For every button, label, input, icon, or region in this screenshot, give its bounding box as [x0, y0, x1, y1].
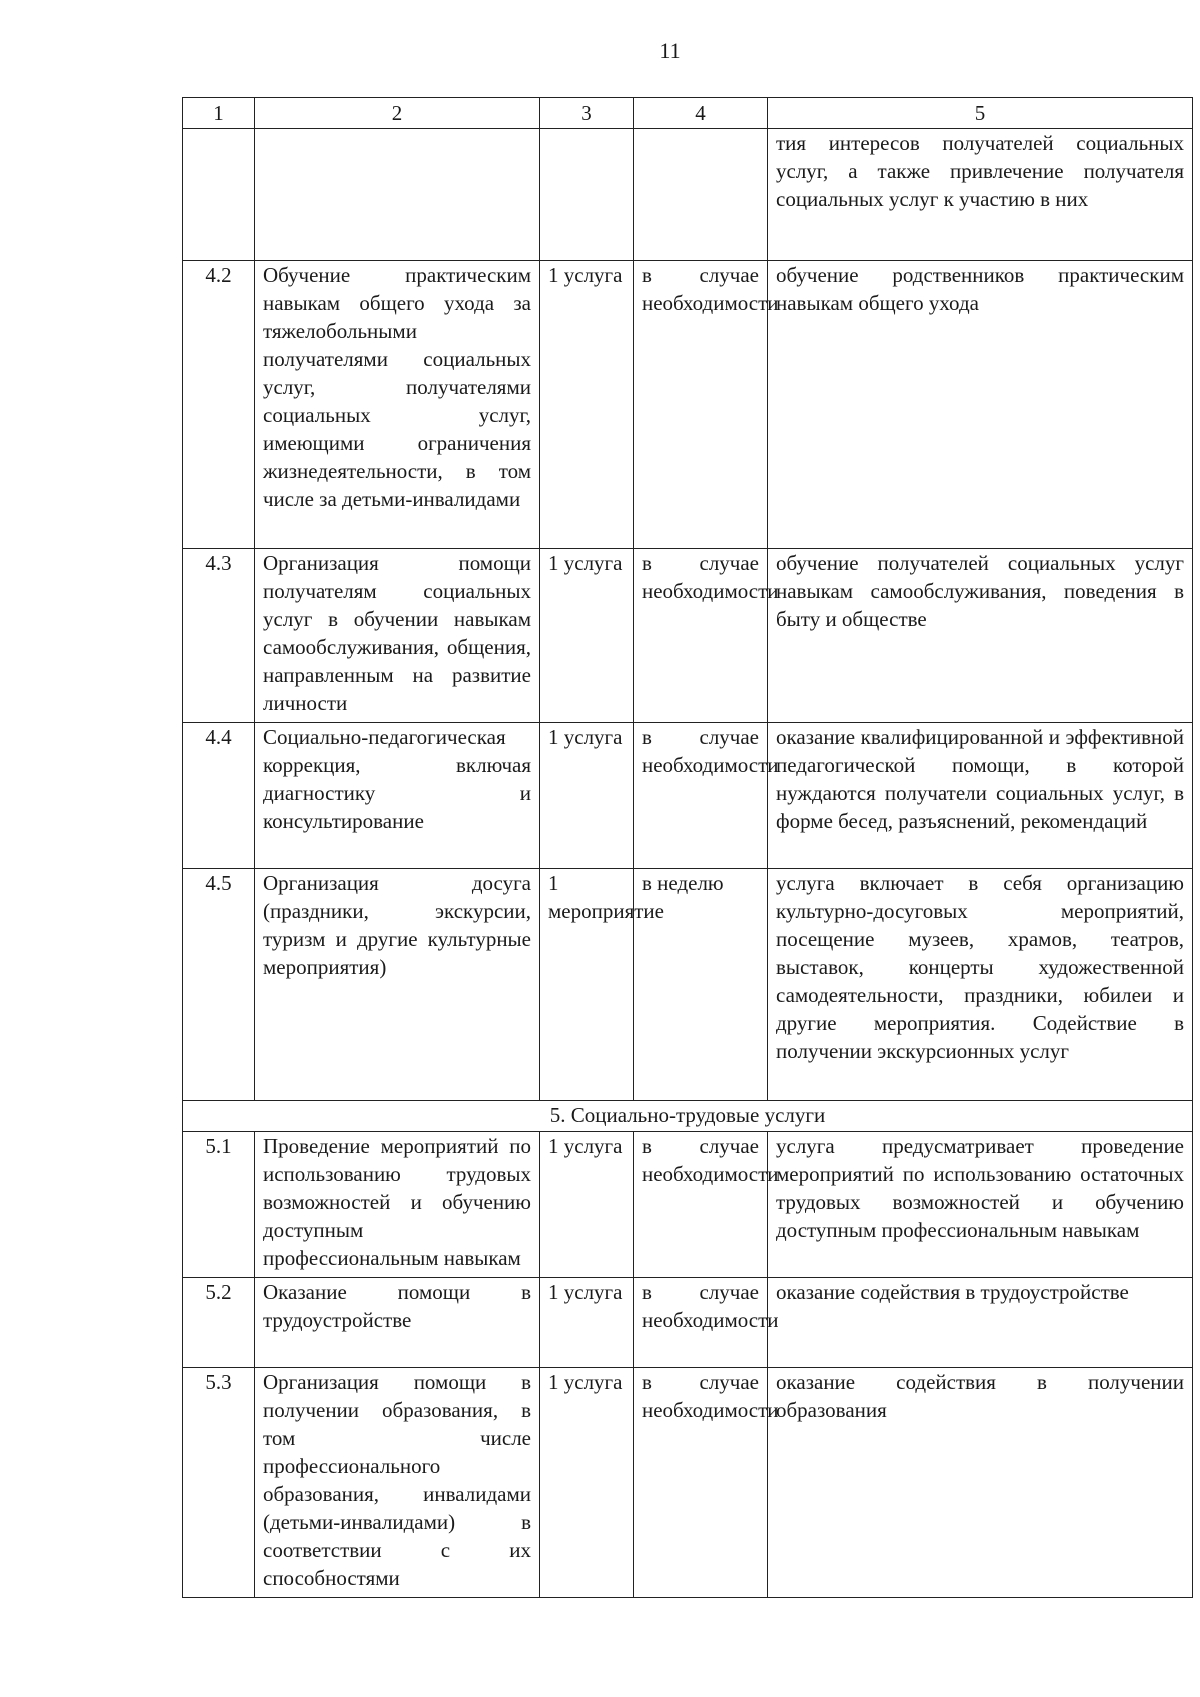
- column-header-1: 1: [183, 98, 255, 129]
- service-volume: 1 услуга: [540, 549, 634, 723]
- service-description: услуга предусматривает проведение мероприятий по использованию остаточных трудовых возможностей и обучению доступным профессиональным навыкам: [768, 1132, 1193, 1278]
- row-number: 5.3: [183, 1368, 255, 1598]
- empty-cell: [255, 129, 540, 261]
- table-row: [183, 261, 1193, 549]
- row-number: 4.3: [183, 549, 255, 723]
- column-header-4: 4: [634, 98, 768, 129]
- column-header-3: 3: [540, 98, 634, 129]
- service-name: Организация помощи в получении образования, в том числе профессионального образования, инвалидами (детьми-инвалидами) в соответствии с их способностями: [255, 1368, 540, 1598]
- table-row: [183, 1278, 1193, 1368]
- column-header-2: 2: [255, 98, 540, 129]
- service-description: оказание содействия в получении образования: [768, 1368, 1193, 1598]
- column-header-5: 5: [768, 98, 1193, 129]
- row-number: 4.4: [183, 723, 255, 869]
- service-volume: 1 мероприятие: [540, 869, 634, 1101]
- row-number: 4.5: [183, 869, 255, 1101]
- service-description: обучение получателей социальных услуг навыкам самообслуживания, поведения в быту и обществе: [768, 549, 1193, 723]
- table-row: [183, 723, 1193, 869]
- table-row: [183, 1368, 1193, 1598]
- service-frequency: в случае необходимости: [634, 1368, 768, 1598]
- empty-cell: [540, 129, 634, 261]
- table-row: [183, 549, 1193, 723]
- continuation-description: тия интересов получателей социальных услуг, а также привлечение получателя социальных услуг к участию в них: [768, 129, 1193, 261]
- service-volume: 1 услуга: [540, 261, 634, 549]
- service-name: Обучение практическим навыкам общего ухода за тяжелобольными получателями социальных услуг, получателями социальных услуг, имеющими ограничения жизнедеятельности, в том числе за детьми-инвалидами: [255, 261, 540, 549]
- continuation-row: [183, 129, 1193, 261]
- table-row: [183, 1132, 1193, 1278]
- service-description: оказание квалифицированной и эффективной педагогической помощи, в которой нуждаются получатели социальных услуг, в форме бесед, разъяснений, рекомендаций: [768, 723, 1193, 869]
- table-row: [183, 869, 1193, 1101]
- service-frequency: в случае необходимости: [634, 1278, 768, 1368]
- service-frequency: в случае необходимости: [634, 261, 768, 549]
- page-number: 11: [659, 38, 681, 63]
- service-volume: 1 услуга: [540, 1368, 634, 1598]
- service-volume: 1 услуга: [540, 1278, 634, 1368]
- service-name: Проведение мероприятий по использованию трудовых возможностей и обучению доступным профессиональным навыкам: [255, 1132, 540, 1278]
- service-name: Организация досуга (праздники, экскурсии, туризм и другие культурные мероприятия): [255, 869, 540, 1101]
- service-description: услуга включает в себя организацию культурно-досуговых мероприятий, посещение музеев, храмов, театров, выставок, концерты художественной самодеятельности, праздники, юбилеи и другие мероприятия. Содействие в получении экскурсионных услуг: [768, 869, 1193, 1101]
- service-name: Социально-педагогическая коррекция, включая диагностику и консультирование: [255, 723, 540, 869]
- section-title: 5. Социально-трудовые услуги: [183, 1101, 1193, 1132]
- row-number: 5.1: [183, 1132, 255, 1278]
- service-description: обучение родственников практическим навыкам общего ухода: [768, 261, 1193, 549]
- empty-cell: [634, 129, 768, 261]
- service-volume: 1 услуга: [540, 1132, 634, 1278]
- service-frequency: в неделю: [634, 869, 768, 1101]
- service-frequency: в случае необходимости: [634, 723, 768, 869]
- service-frequency: в случае необходимости: [634, 549, 768, 723]
- service-volume: 1 услуга: [540, 723, 634, 869]
- header-row: [183, 98, 1193, 129]
- row-number: 5.2: [183, 1278, 255, 1368]
- service-name: Организация помощи получателям социальных услуг в обучении навыкам самообслуживания, общения, направленным на развитие личности: [255, 549, 540, 723]
- section-row: [183, 1101, 1193, 1132]
- service-frequency: в случае необходимости: [634, 1132, 768, 1278]
- service-description: оказание содействия в трудоустройстве: [768, 1278, 1193, 1368]
- services-table: [182, 97, 1193, 1598]
- service-name: Оказание помощи в трудоустройстве: [255, 1278, 540, 1368]
- empty-cell: [183, 129, 255, 261]
- row-number: 4.2: [183, 261, 255, 549]
